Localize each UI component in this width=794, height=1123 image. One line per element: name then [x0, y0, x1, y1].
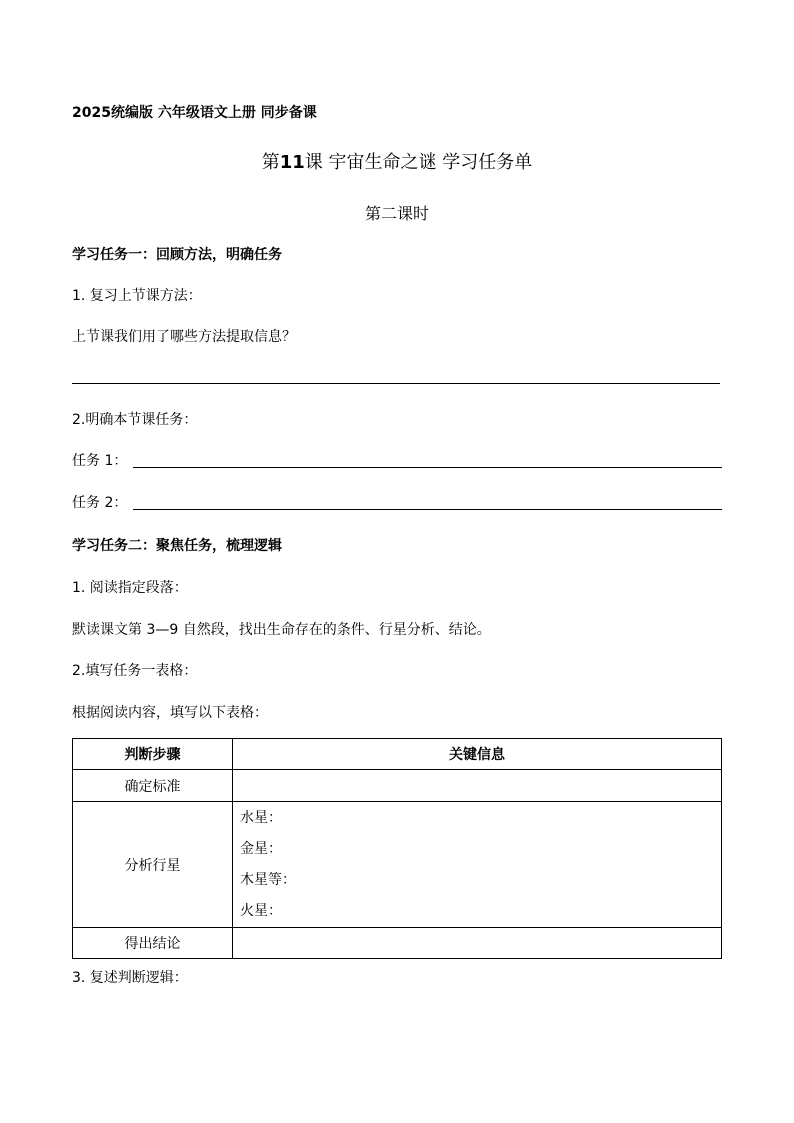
row-info-conclusion[interactable] — [233, 928, 722, 959]
page-subtitle: 第二课时 — [364, 204, 429, 223]
task2-item2-text: 根据阅读内容，填写以下表格： — [72, 705, 268, 721]
task2-item1-text: 默读课文第 3—9 自然段，找出生命存在的条件、行星分析、结论。 — [72, 622, 491, 638]
page-title — [0, 148, 794, 174]
judgment-table — [72, 738, 722, 959]
table-row — [73, 802, 722, 928]
task2-item3-label: 3. 复述判断逻辑： — [72, 970, 188, 986]
task1-item2-label: 2.明确本节课任务： — [72, 412, 198, 428]
row-step-conclusion: 得出结论 — [73, 928, 233, 959]
table-header-row — [73, 739, 722, 770]
planet-mars: 火星： — [240, 902, 282, 919]
title-prefix: 第 — [261, 152, 280, 173]
col-header-info: 关键信息 — [233, 739, 722, 770]
row-info-planets[interactable] — [233, 802, 722, 928]
row-step-planets: 分析行星 — [73, 802, 233, 928]
title-suffix: 课 宇宙生命之谜 学习任务单 — [304, 152, 533, 173]
document-header: 2025统编版 六年级语文上册 同步备课 — [72, 105, 317, 121]
answer-line[interactable] — [72, 383, 720, 384]
task-a-line[interactable] — [133, 467, 722, 468]
task-b-label: 任务 2： — [72, 495, 128, 511]
planet-mercury: 水星： — [240, 809, 282, 826]
task1-heading: 学习任务一：回顾方法，明确任务 — [72, 247, 282, 263]
task-a-label: 任务 1： — [72, 453, 128, 469]
planet-jupiter: 木星等： — [240, 871, 296, 888]
row-info-standard[interactable] — [233, 770, 722, 802]
task-b-line[interactable] — [133, 509, 722, 510]
planet-venus: 金星： — [240, 840, 282, 857]
task1-item1-question: 上节课我们用了哪些方法提取信息？ — [72, 329, 296, 345]
row-step-standard: 确定标准 — [73, 770, 233, 802]
task2-heading: 学习任务二：聚焦任务，梳理逻辑 — [72, 538, 282, 554]
task1-item1-label: 1. 复习上节课方法： — [72, 288, 202, 304]
task2-item1-label: 1. 阅读指定段落： — [72, 580, 188, 596]
table-row — [73, 770, 722, 802]
lesson-number: 11 — [279, 152, 305, 173]
table-row — [73, 928, 722, 959]
task2-item2-label: 2.填写任务一表格： — [72, 663, 198, 679]
col-header-step: 判断步骤 — [73, 739, 233, 770]
